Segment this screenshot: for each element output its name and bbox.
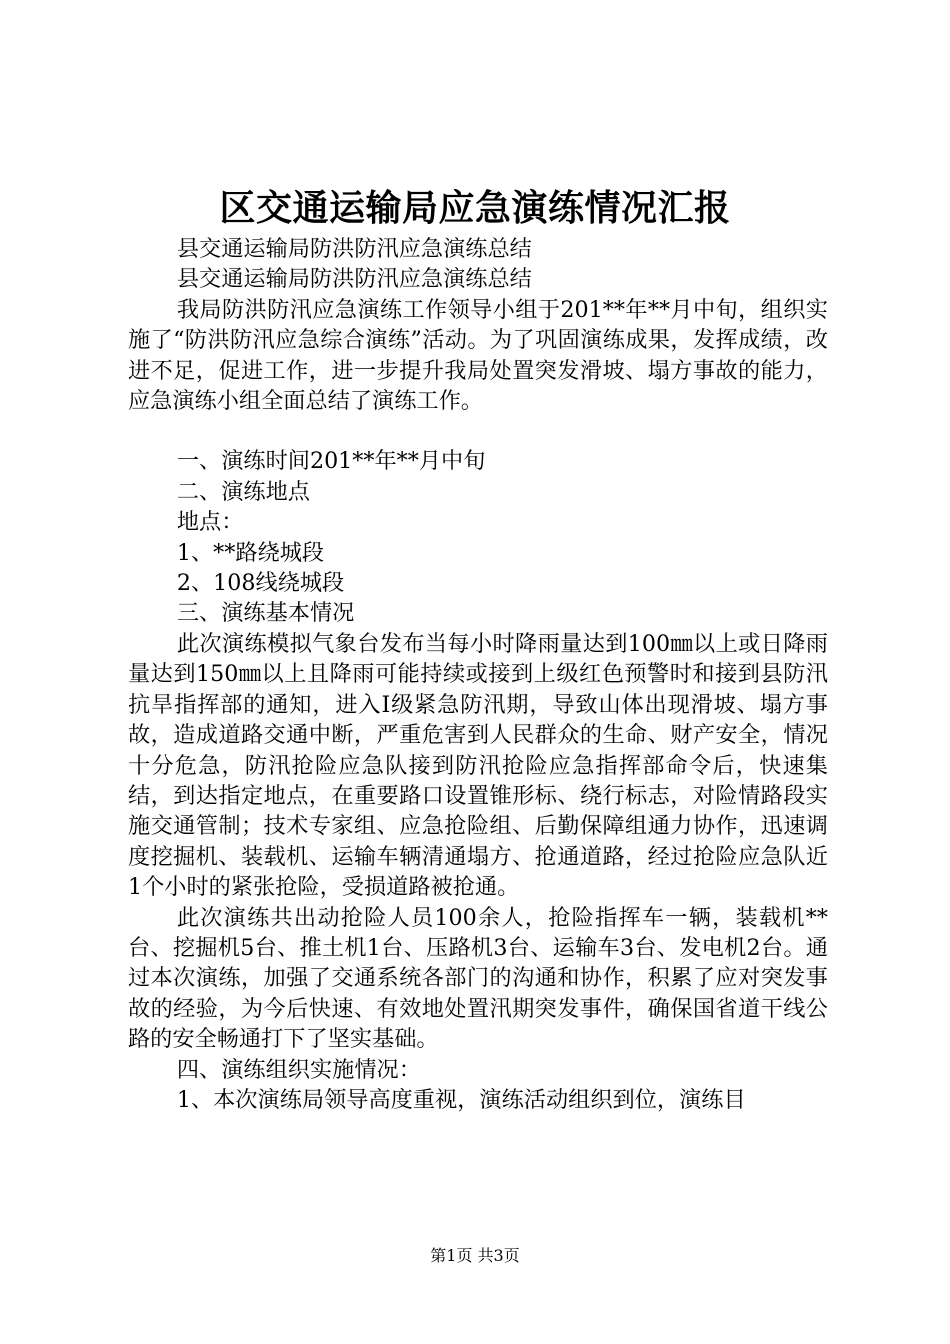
- page-footer: 第1页 共3页: [430, 1246, 520, 1265]
- document-title: 区交通运输局应急演练情况汇报: [219, 187, 731, 229]
- paragraph-gap: [128, 416, 828, 446]
- location-item: 1、**路绕城段: [176, 539, 325, 566]
- section-heading-location: 二、演练地点: [176, 478, 310, 505]
- subtitle-line: 县交通运输局防洪防汛应急演练总结: [176, 236, 532, 262]
- body-paragraph: 1、本次演练局领导高度重视，演练活动组织到位，演练目: [176, 1086, 746, 1113]
- section-heading-basic: 三、演练基本情况: [176, 600, 355, 627]
- section-heading-time: 一、演练时间201**年**月中旬: [176, 448, 486, 475]
- body-paragraph: 此次演练模拟气象台发布当每小时降雨量达到100㎜以上或日降雨量达到150㎜以上且降雨可能持续或接到上级红色预警时和接到县防汛抗旱指挥部的通知，进入Ⅰ级紧急防汛期，导致山体出现滑坡、塌方事故，造成道路交通中断，严重危害到人民群众的生命、财产安全，情况十分危急，防汛抢险应急队接到防汛抢险应急指挥部命令后，快速集结，到达指定地点，在重要路口设置锥形标、绕行标志，对险情路段实施交通管制；技术专家组、应急抢险组、后勤保障组通力协作，迅速调度挖掘机、装载机、运输车辆清通塌方、抢通道路，经过抢险应急队近1个小时的紧张抢险，受损道路被抢通。: [128, 630, 828, 901]
- body-paragraph: 此次演练共出动抢险人员100余人，抢险指挥车一辆，装载机**台、挖掘机5台、推土机1台、压路机3台、运输车3台、发电机2台。通过本次演练，加强了交通系统各部门的沟通和协作，积累了应对突发事故的经验，为今后快速、有效地处置汛期突发事件，确保国省道干线公路的安全畅通打下了坚实基础。: [128, 904, 828, 1053]
- section-heading-implementation: 四、演练组织实施情况：: [176, 1056, 421, 1083]
- location-label: 地点：: [176, 509, 244, 536]
- location-item: 2、108线绕城段: [176, 570, 345, 597]
- subtitle-line: 县交通运输局防洪防汛应急演练总结: [176, 266, 532, 293]
- document-body: [128, 234, 828, 1115]
- intro-paragraph: 我局防洪防汛应急演练工作领导小组于201**年**月中旬，组织实施了“防洪防汛应急综合演练”活动。为了巩固演练成果，发挥成绩，改进不足，促进工作，进一步提升我局处置突发滑坡、塌方事故的能力，应急演练小组全面总结了演练工作。: [128, 296, 828, 415]
